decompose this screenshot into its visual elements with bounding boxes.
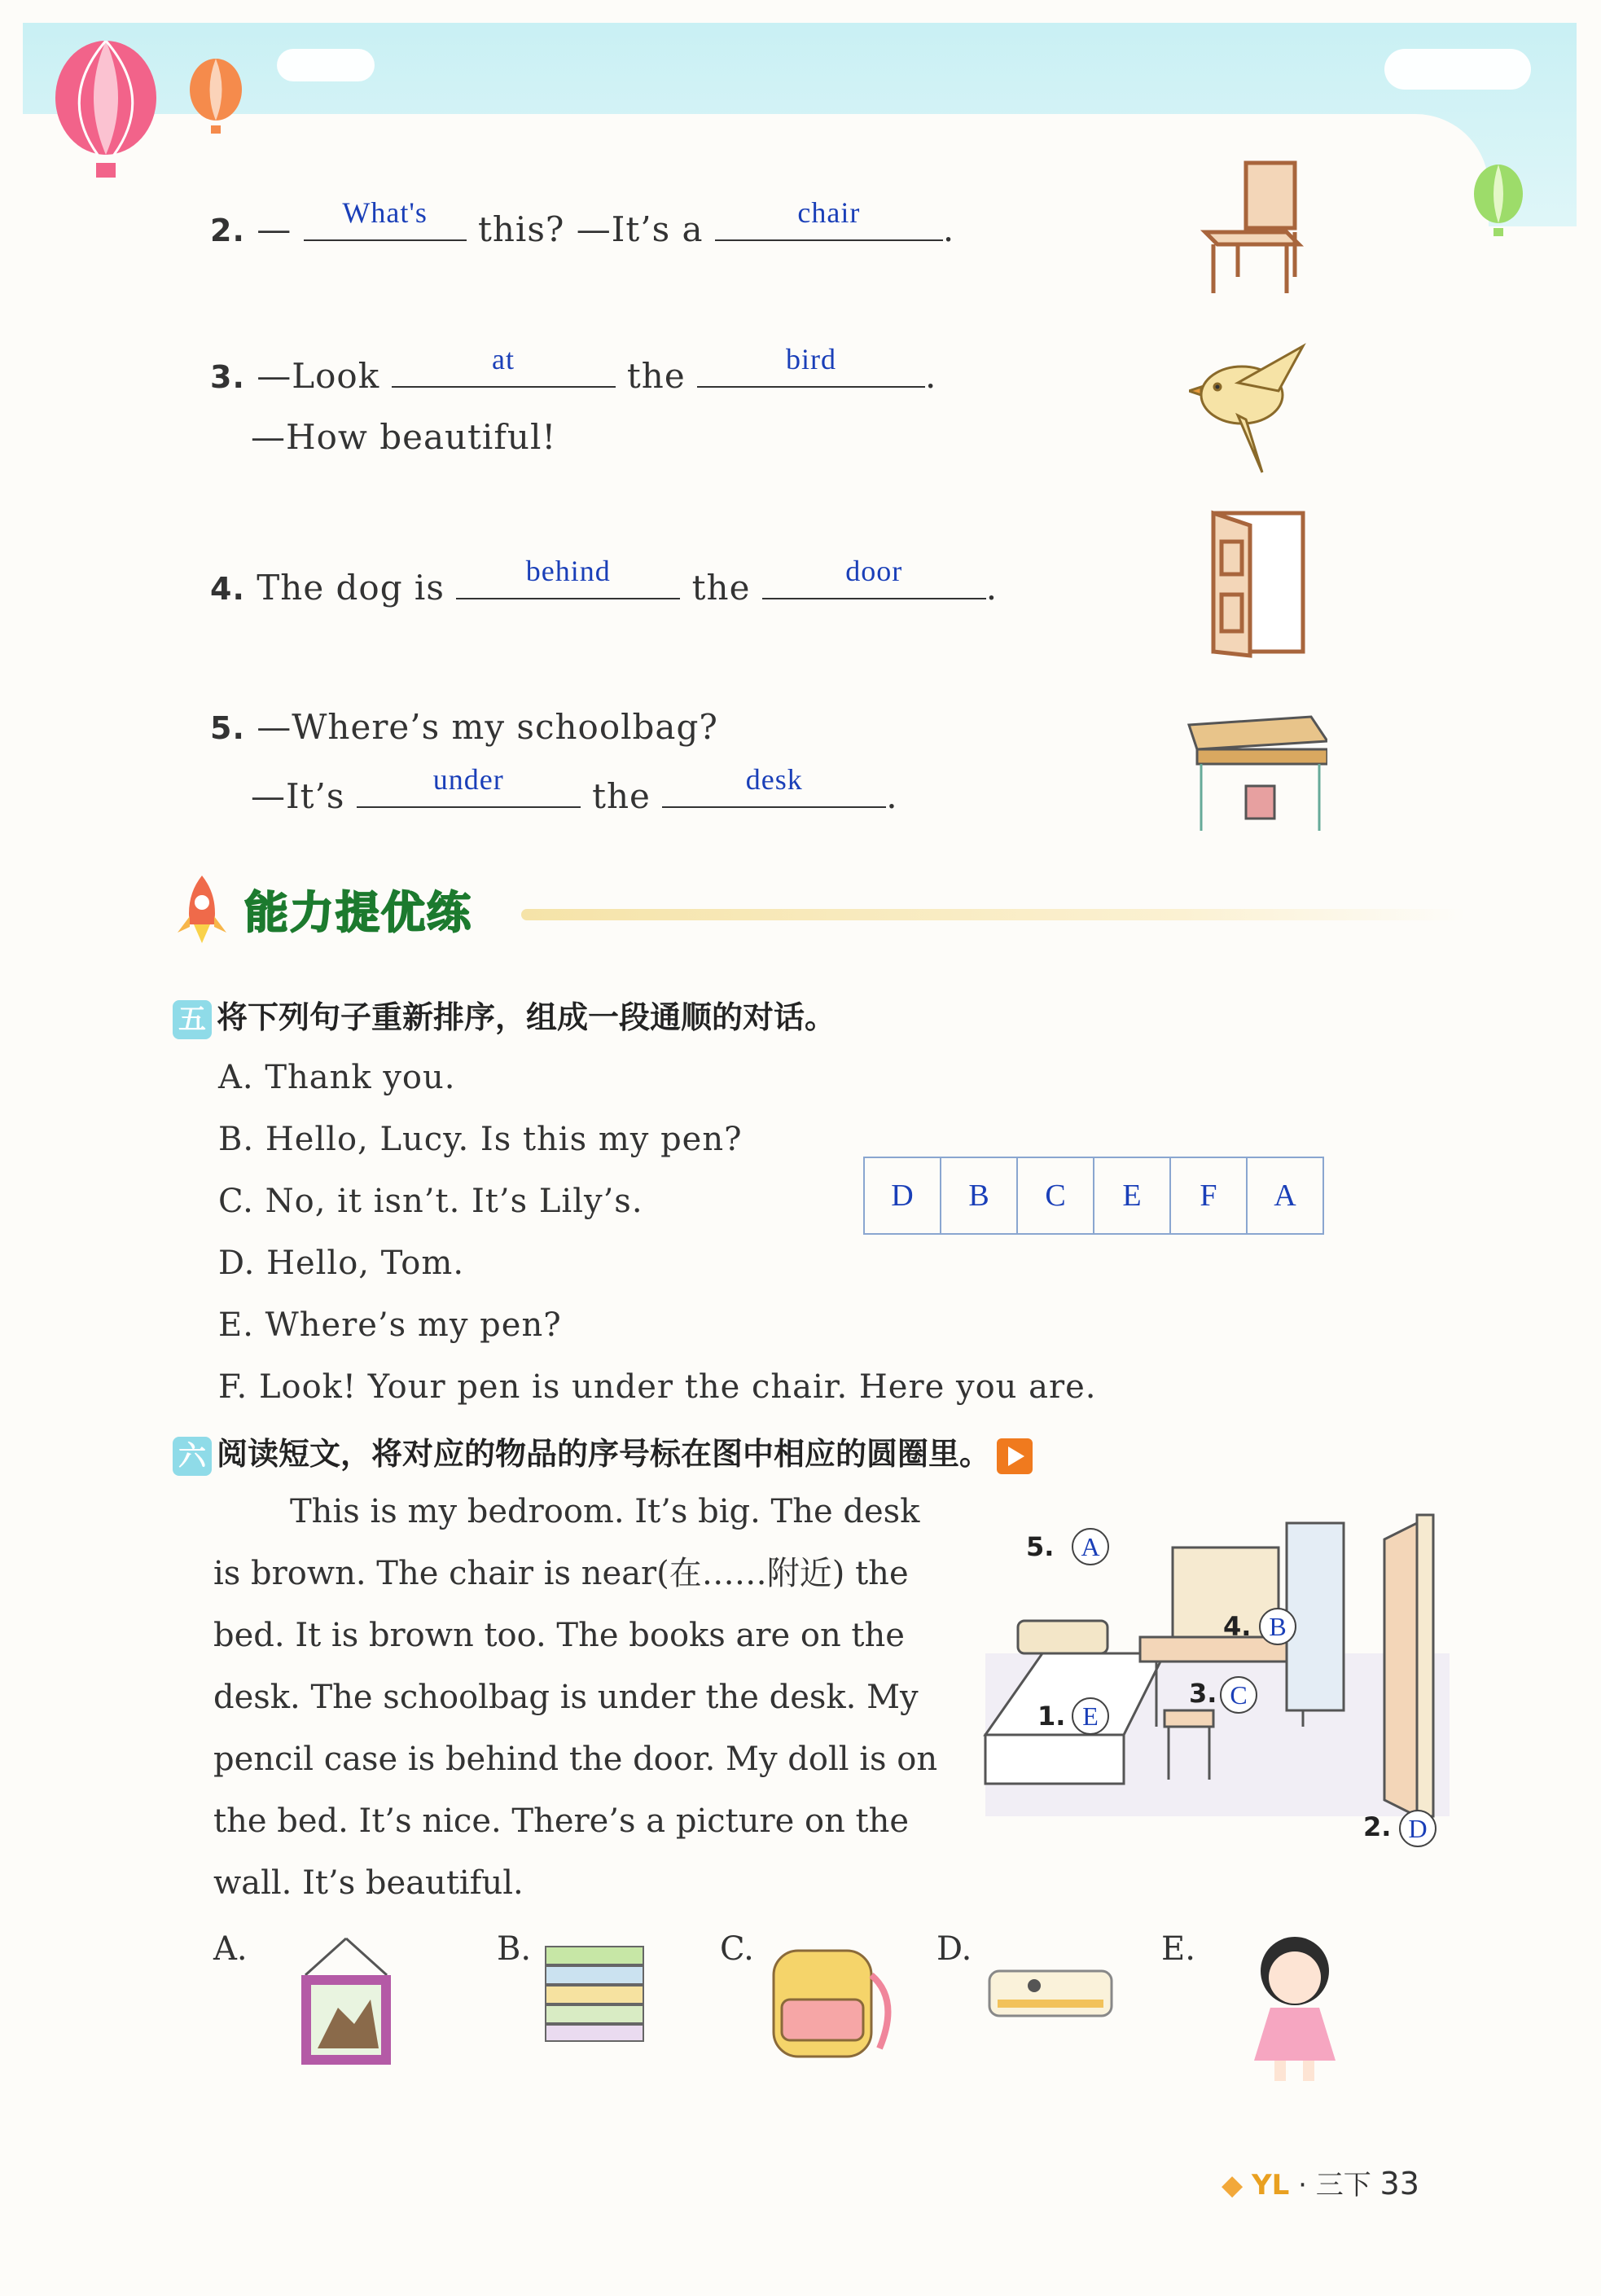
cloud-decoration xyxy=(277,49,375,81)
question-text: —Look xyxy=(257,356,380,396)
balloon-icons xyxy=(49,41,261,195)
section-divider xyxy=(521,909,1466,920)
answer-blank[interactable] xyxy=(392,343,616,388)
picture-frame-picture xyxy=(293,1934,399,2073)
answer-text: door xyxy=(845,555,903,587)
answer-text: at xyxy=(492,343,515,375)
play-icon[interactable] xyxy=(997,1438,1033,1474)
reading-passage xyxy=(213,1481,958,1914)
question-2 xyxy=(210,196,955,249)
question-text: —Where’s my schoolbag? xyxy=(257,707,718,747)
label-number: 1. xyxy=(1037,1701,1066,1732)
answer-blank[interactable] xyxy=(697,343,925,388)
question-text: the xyxy=(691,568,751,608)
question-text: The dog is xyxy=(257,568,445,608)
question-number: 2. xyxy=(210,213,245,248)
answer-blank[interactable] xyxy=(762,555,986,599)
period: . xyxy=(925,356,937,396)
answer-circle[interactable]: E xyxy=(1072,1697,1109,1735)
option-b: B. Hello, Lucy. Is this my pen? xyxy=(218,1121,743,1158)
order-cell[interactable]: A xyxy=(1247,1157,1323,1234)
bird-picture xyxy=(1189,342,1319,481)
small-balloon-icon xyxy=(190,59,242,134)
part-number-badge: 六 xyxy=(173,1437,212,1476)
question-text: the xyxy=(626,356,686,396)
order-cell[interactable]: E xyxy=(1094,1157,1170,1234)
item-label-b: B. xyxy=(497,1930,532,1968)
question-text: the xyxy=(592,776,651,816)
label-number: 4. xyxy=(1223,1611,1252,1642)
answer-circle[interactable]: B xyxy=(1259,1608,1296,1645)
rocket-icon xyxy=(169,871,235,945)
question-text: —It’s xyxy=(251,776,345,816)
question-3-line-2: —How beautiful! xyxy=(251,417,557,457)
passage-line: desk. The schoolbag is under the desk. My xyxy=(213,1679,919,1716)
desk-picture xyxy=(1173,709,1327,839)
period: . xyxy=(886,776,898,816)
pencil-case-picture xyxy=(985,1963,1116,2028)
option-d: D. Hello, Tom. xyxy=(218,1245,465,1282)
option-c: C. No, it isn’t. It’s Lily’s. xyxy=(218,1183,643,1220)
schoolbag-picture xyxy=(757,1934,896,2065)
answer-circle[interactable]: C xyxy=(1220,1676,1257,1714)
answer-text: What's xyxy=(342,196,428,229)
order-cell[interactable]: D xyxy=(864,1157,941,1234)
page-number: 33 xyxy=(1379,2166,1419,2202)
passage-line: bed. It is brown too. The books are on the xyxy=(213,1617,905,1654)
bird-logo-icon: ◆ xyxy=(1222,2169,1244,2202)
part-5-instruction xyxy=(173,992,836,1039)
answer-blank[interactable] xyxy=(456,555,680,599)
question-4 xyxy=(210,555,998,608)
answer-blank[interactable] xyxy=(715,196,943,241)
item-label-a: A. xyxy=(213,1930,248,1968)
order-answer-table xyxy=(863,1157,1324,1235)
question-number: 4. xyxy=(210,571,245,607)
passage-line: pencil case is behind the door. My doll is on xyxy=(213,1741,938,1778)
question-number: 3. xyxy=(210,359,245,395)
cloud-decoration xyxy=(1384,49,1531,90)
grade-label: 三下 xyxy=(1315,2169,1371,2202)
instruction-text: 将下列句子重新排序，组成一段通顺的对话。 xyxy=(217,999,836,1035)
question-text: this? —It’s a xyxy=(477,209,704,249)
instruction-text: 阅读短文，将对应的物品的序号标在图中相应的圆圈里。 xyxy=(217,1436,991,1472)
label-number: 3. xyxy=(1189,1678,1217,1709)
option-f: F. Look! Your pen is under the chair. Here you are. xyxy=(218,1368,1097,1406)
passage-line: the bed. It’s nice. There’s a picture on the xyxy=(213,1802,910,1840)
order-cell[interactable]: C xyxy=(1017,1157,1094,1234)
answer-text: under xyxy=(432,763,504,796)
order-cell[interactable]: B xyxy=(941,1157,1017,1234)
question-number: 5. xyxy=(210,710,245,746)
question-5-line-2 xyxy=(251,763,898,816)
period: . xyxy=(985,568,998,608)
answer-text: behind xyxy=(525,555,611,587)
item-label-d: D. xyxy=(936,1930,972,1968)
dash: — xyxy=(257,209,292,249)
label-number: 5. xyxy=(1026,1531,1055,1562)
door-picture xyxy=(1189,505,1319,660)
brand-mark: YL xyxy=(1251,2169,1290,2202)
answer-text: bird xyxy=(786,343,837,375)
question-3 xyxy=(210,343,937,396)
period: . xyxy=(942,209,955,249)
answer-circle[interactable]: D xyxy=(1399,1810,1437,1847)
option-a: A. Thank you. xyxy=(218,1059,456,1096)
answer-blank[interactable] xyxy=(304,196,467,241)
page-footer xyxy=(1222,2162,1419,2202)
passage-line: is brown. The chair is near(在……附近) the xyxy=(213,1555,909,1592)
option-e: E. Where’s my pen? xyxy=(218,1306,562,1344)
part-6-instruction xyxy=(173,1429,1033,1476)
label-number: 2. xyxy=(1363,1811,1392,1842)
doll-picture xyxy=(1238,1930,1352,2093)
order-cell[interactable]: F xyxy=(1170,1157,1247,1234)
passage-line: This is my bedroom. It’s big. The desk xyxy=(290,1493,920,1530)
part-number-badge: 五 xyxy=(173,1000,212,1039)
item-label-e: E. xyxy=(1161,1930,1195,1968)
item-label-c: C. xyxy=(720,1930,754,1968)
answer-text: desk xyxy=(745,763,803,796)
books-picture xyxy=(537,1938,651,2044)
answer-circle[interactable]: A xyxy=(1072,1528,1109,1565)
separator: · xyxy=(1298,2169,1307,2202)
answer-blank[interactable] xyxy=(662,763,886,808)
answer-text: chair xyxy=(797,196,861,229)
chair-picture xyxy=(1189,155,1311,301)
answer-blank[interactable] xyxy=(357,763,581,808)
question-5-line-1 xyxy=(210,707,718,747)
balloon-icon xyxy=(55,41,156,178)
green-balloon-icon xyxy=(1466,163,1531,244)
passage-line: wall. It’s beautiful. xyxy=(213,1864,524,1902)
section-title: 能力提优练 xyxy=(244,887,472,938)
